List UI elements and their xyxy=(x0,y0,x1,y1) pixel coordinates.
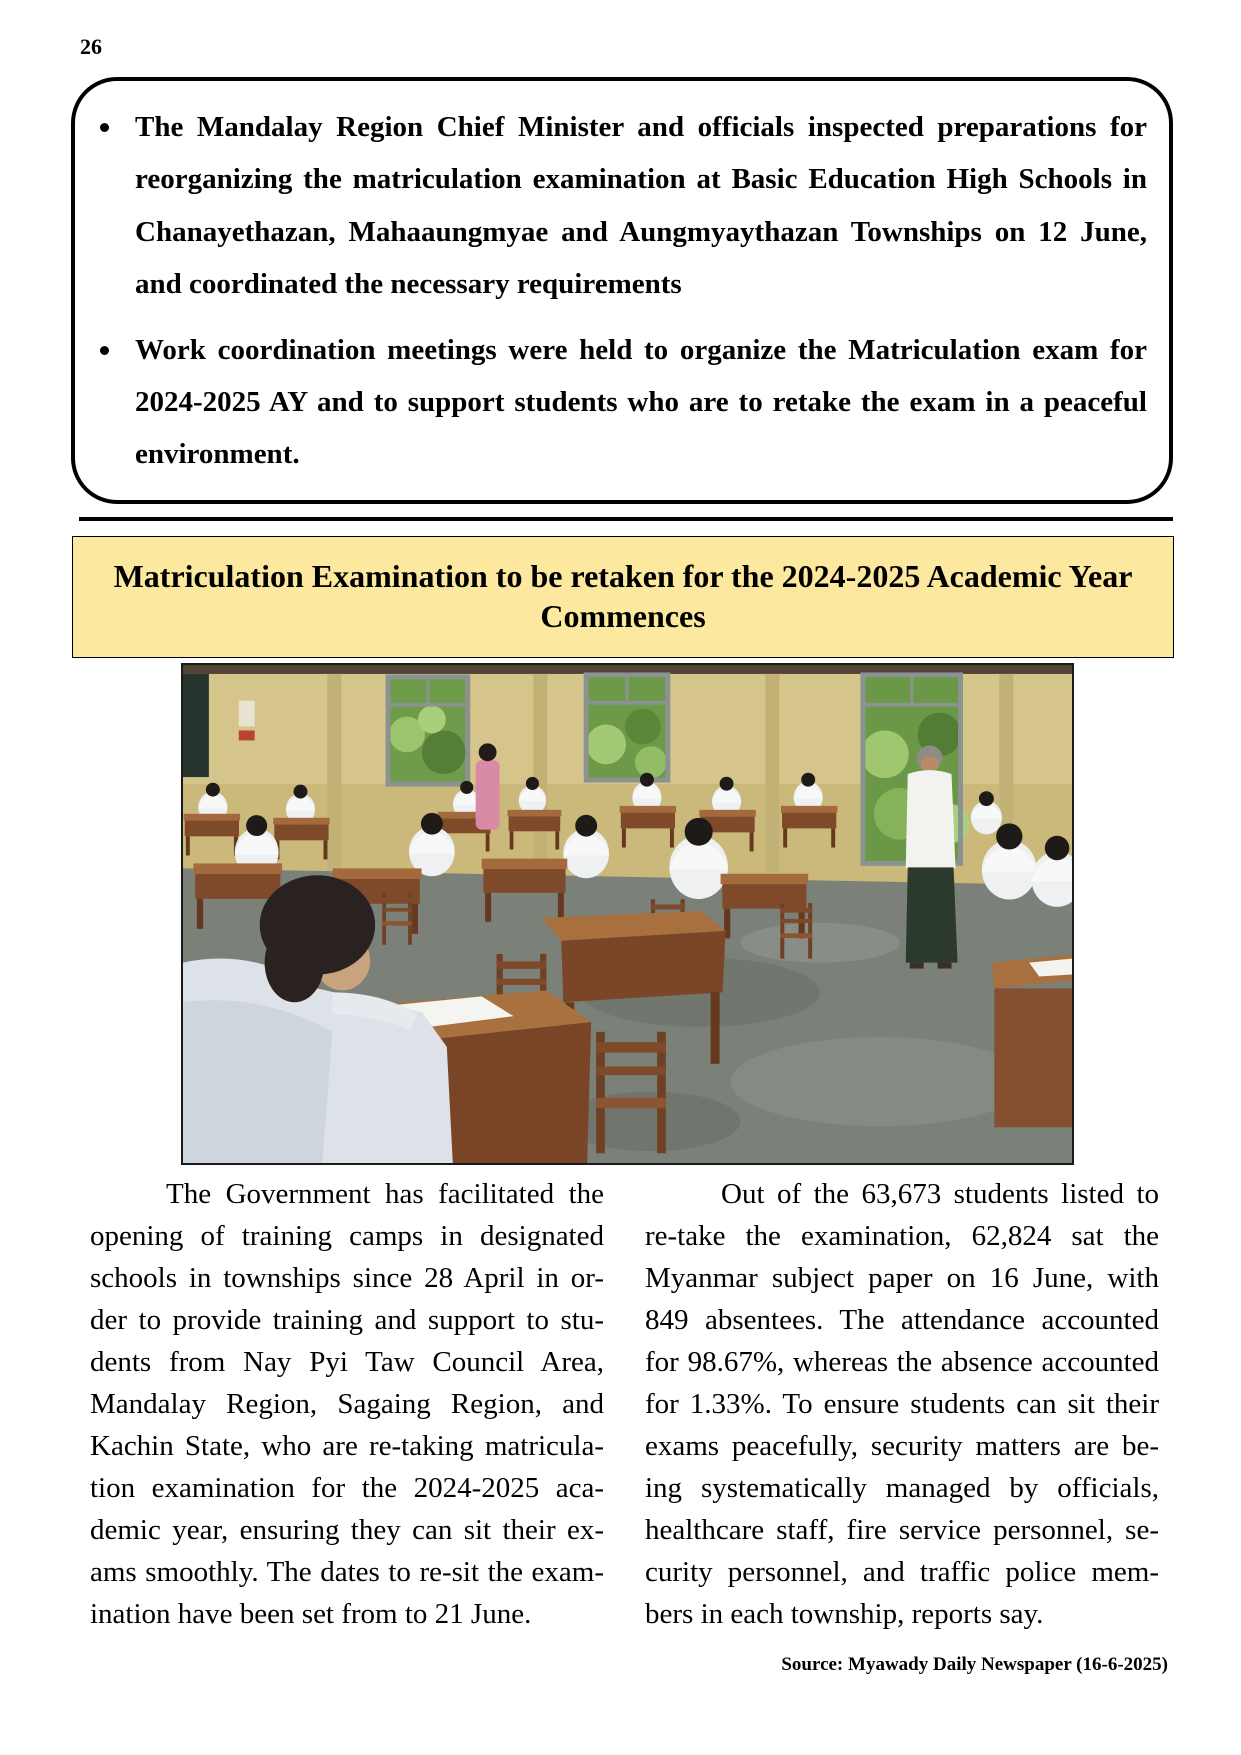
body-text-line: The Government has facilitated the xyxy=(166,1178,604,1210)
classroom-photo xyxy=(181,663,1074,1165)
body-text-line: exams peacefully, security matters are be- xyxy=(645,1430,1159,1462)
bullet-icon xyxy=(100,123,109,132)
article-title-line: Commences xyxy=(540,598,706,634)
body-text-line: Out of the 63,673 students listed to xyxy=(721,1178,1159,1210)
body-text-line: ams smoothly. The dates to re-sit the exam- xyxy=(90,1556,604,1588)
summary-line: and coordinated the necessary requirements xyxy=(135,268,682,301)
summary-line: 2024-2025 AY and to support students who are to retake the exam in a peaceful xyxy=(135,385,1147,418)
body-text-line: bers in each township, reports say. xyxy=(645,1598,1044,1630)
summary-line: Chanayethazan, Mahaaungmyae and Aungmyaythazan Townships on 12 June, xyxy=(135,215,1147,248)
summary-bullet-1 xyxy=(135,101,1147,311)
summary-line: environment. xyxy=(135,438,300,471)
body-text-line: curity personnel, and traffic police mem- xyxy=(645,1556,1159,1588)
summary-box xyxy=(71,77,1173,504)
body-text-line: for 98.67%, whereas the absence accounted xyxy=(645,1346,1159,1378)
article-title xyxy=(72,536,1174,658)
body-text-line: schools in townships since 28 April in or- xyxy=(90,1262,604,1294)
body-text-line: opening of training camps in designated xyxy=(90,1220,604,1252)
body-text-line: der to provide training and support to stu- xyxy=(90,1304,604,1336)
summary-line: The Mandalay Region Chief Minister and officials inspected preparations for xyxy=(135,111,1147,143)
article-title-line: Matriculation Examination to be retaken for the 2024-2025 Academic Year xyxy=(113,558,1133,594)
bullet-icon xyxy=(100,346,109,355)
page-number: 26 xyxy=(80,34,102,59)
body-text-line: Mandalay Region, Sagaing Region, and xyxy=(90,1388,604,1420)
article-column-left xyxy=(90,1173,604,1635)
body-text-line: ination have been set from to 21 June. xyxy=(90,1598,532,1630)
summary-bullet-2 xyxy=(135,324,1147,481)
body-text-line: 849 absentees. The attendance accounted xyxy=(645,1304,1159,1336)
article-column-right xyxy=(645,1173,1159,1635)
summary-line: Work coordination meetings were held to organize the Matriculation exam for xyxy=(135,333,1147,366)
body-text-line: demic year, ensuring they can sit their ex- xyxy=(90,1514,604,1546)
summary-line: reorganizing the matriculation examination at Basic Education High Schools in xyxy=(135,163,1147,196)
body-text-line: Kachin State, who are re-taking matricula- xyxy=(90,1430,604,1462)
body-text-line: Myanmar subject paper on 16 June, with xyxy=(645,1262,1159,1294)
body-text-line: re-take the examination, 62,824 sat the xyxy=(645,1220,1159,1252)
section-divider xyxy=(79,517,1173,521)
body-text-line: ing systematically managed by officials, xyxy=(645,1472,1159,1504)
body-text-line: dents from Nay Pyi Taw Council Area, xyxy=(90,1346,604,1378)
body-text-line: healthcare staff, fire service personnel, se- xyxy=(645,1514,1159,1546)
body-text-line: for 1.33%. To ensure students can sit their xyxy=(645,1388,1159,1420)
source-credit: Source: Myawady Daily Newspaper (16-6-2025) xyxy=(781,1654,1168,1675)
body-text-line: tion examination for the 2024-2025 aca- xyxy=(90,1472,604,1504)
